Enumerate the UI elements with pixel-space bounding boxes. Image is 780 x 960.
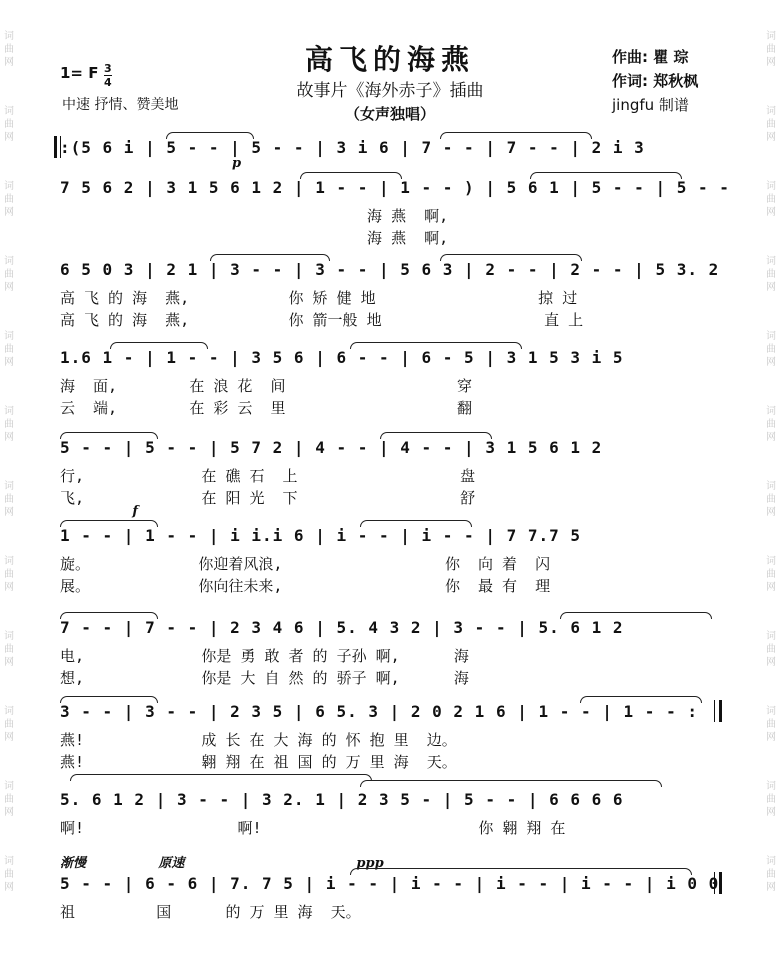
lyric-verse-1: 高 飞 的 海 燕, 你 矫 健 地 掠 过 [60,289,578,307]
song-subtitle: 故事片《海外赤子》插曲 [296,81,484,101]
tempo-marking: 中速 抒情、赞美地 [62,97,179,113]
song-title: 高飞的海燕 [304,43,475,76]
lyric-verse-1: 祖 国 的 万 里 海 天。 [60,903,361,921]
lyric-verse-1: 燕! 成 长 在 大 海 的 怀 抱 里 边。 [60,731,457,749]
meter-bottom: 4 [104,76,112,89]
key-signature: 1= F [60,64,99,82]
meter-top: 3 [104,62,112,75]
notes-line: 5. 6 1 2 | 3 - - | 3 2. 1 | 2 3 5 - | 5 - - | 6 6 6 6 [60,790,624,809]
phrase-slur [360,780,662,787]
watermark-right: 词 曲 网 词 曲 网 词 曲 网 词 曲 网 词 曲 网 词 曲 网 词 曲 网 词 曲 网 词 曲 网 词 曲 网 词 曲 网 词 曲 网 [766,31,776,893]
lyric-verse-1: 行, 在 礁 石 上 盘 [60,467,476,485]
lyric-verse-2: 云 端, 在 彩 云 里 翻 [60,399,473,417]
notes-line: 5 - - | 6 - 6 | 7. 7 5 | i - - | i - - | i - - | i - - | i 0 0 [60,874,720,893]
lyric-verse-1: 旋。 你迎着风浪, 你 向 着 闪 [60,555,551,573]
composer-credit: 作曲: 瞿 琮 [612,48,689,66]
lyric-verse-1: 电, 你是 勇 敢 者 的 子孙 啊, 海 [60,647,469,665]
notes-line: 1 - - | 1 - - | i i.i 6 | i - - | i - - | 7 7.7 5 [60,526,582,545]
lyric-verse-1: 啊! 啊! 你 翱 翔 在 [60,819,566,837]
lyric-verse-2: 想, 你是 大 自 然 的 骄子 啊, 海 [60,669,469,687]
notes-line: 1.6 1 - | 1 - - | 3 5 6 | 6 - - | 6 - 5 | 3 1 5 3 i 5 [60,348,624,367]
tempo-dynamics-markings: 渐慢 原速 ppp [60,856,384,871]
repeat-end-bar [714,700,722,722]
notes-line: 7 5 6 2 | 3 1 5 6 1 2 | 1 - - | 1 - - ) | 5 6 1 | 5 - - | 5 - - [60,178,730,197]
notes-line: 7 - - | 7 - - | 2 3 4 6 | 5. 4 3 2 | 3 - - | 5. 6 1 2 [60,618,624,637]
lyric-verse-1: 海 燕 啊, [60,207,449,225]
dynamics-marking: f [60,504,139,519]
notes-line: :(5 6 i | 5 - - | 5 - - | 3 i 6 | 7 - - | 7 - - | 2 i 3 [60,138,645,157]
notes-line: 6 5 0 3 | 2 1 | 3 - - | 3 - - | 5 6 3 | 2 - - | 2 - - | 5 3. 2 [60,260,720,279]
dynamics-marking: p [60,156,242,171]
lyric-verse-2: 燕! 翱 翔 在 祖 国 的 万 里 海 天。 [60,753,457,771]
lyric-verse-1: 海 面, 在 浪 花 间 穿 [60,377,473,395]
notes-line: 5 - - | 5 - - | 5 7 2 | 4 - - | 4 - - | 3 1 5 6 1 2 [60,438,603,457]
final-bar [714,872,722,894]
lyric-verse-2: 海 燕 啊, [60,229,449,247]
lyricist-credit: 作词: 郑秋枫 [612,72,699,90]
lyric-verse-2: 展。 你向往未来, 你 最 有 理 [60,577,551,595]
notation-credit: jingfu 制谱 [612,96,689,114]
lyric-verse-2: 飞, 在 阳 光 下 舒 [60,489,476,507]
lyric-verse-2: 高 飞 的 海 燕, 你 箭一般 地 直 上 [60,311,584,329]
performance-note: （女声独唱） [344,105,435,123]
time-signature [104,62,112,89]
watermark-left: 词 曲 网 词 曲 网 词 曲 网 词 曲 网 词 曲 网 词 曲 网 词 曲 网 词 曲 网 词 曲 网 词 曲 网 词 曲 网 词 曲 网 [4,31,14,893]
notes-line: 3 - - | 3 - - | 2 3 5 | 6 5. 3 | 2 0 2 1 6 | 1 - - | 1 - - : [60,702,698,721]
phrase-slur [70,774,372,781]
